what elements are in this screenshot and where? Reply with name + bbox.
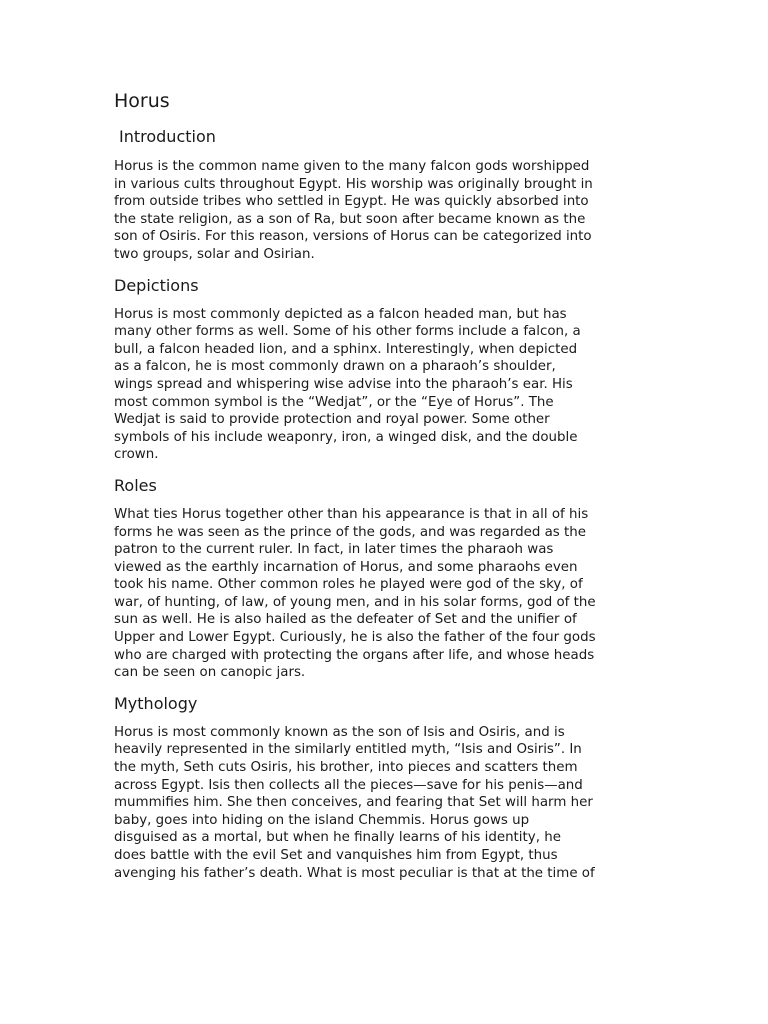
heading-roles: Roles — [114, 475, 157, 495]
paragraph-introduction: Horus is the common name given to the many falcon gods worshipped in various cults throughout Egypt. His worship was originally brought in from outside tribes who settled in Egypt. He was quickly absorbed into the state religion, as a son of Ra, but soon after became known as the son of Osiris. For this reason, versions of Horus can be categorized into two groups, solar and Osirian. — [114, 159, 593, 262]
document-title: Horus — [114, 90, 170, 112]
document-page — [114, 88, 662, 893]
heading-introduction: Introduction — [119, 127, 216, 146]
paragraph-depictions: Horus is most commonly depicted as a falcon headed man, but has many other forms as well. Some of his other forms include a falcon, a bull, a falcon headed lion, and a sphinx. Interestingly, when depicted as a falcon, he is most commonly drawn on a pharaoh’s shoulder, wings spread and whispering wise advise into the pharaoh’s ear. His most common symbol is the “Wedjat”, or the “Eye of Horus”. The Wedjat is said to provide protection and royal power. Some other symbols of his include weaponry, iron, a winged disk, and the double crown. — [114, 306, 581, 463]
heading-mythology: Mythology — [114, 693, 198, 713]
paragraph-mythology: Horus is most commonly known as the son of Isis and Osiris, and is heavily represented in the similarly entitled myth, “Isis and Osiris”. In the myth, Seth cuts Osiris, his brother, into pieces and scatters them across Egypt. Isis then collects all the pieces—save for his penis—and mummifies him. She then conceives, and fearing that Set will harm her baby, goes into hiding on the island Chemmis. Horus gows up disguised as a mortal, but when he finally learns of his identity, he does battle with the evil Set and vanquishes him from Egypt, thus avenging his father’s death. What is most peculiar is that at the time of — [114, 724, 595, 881]
heading-depictions: Depictions — [114, 275, 199, 295]
paragraph-roles: What ties Horus together other than his appearance is that in all of his forms he was seen as the prince of the gods, and was regarded as the patron to the current ruler. In fact, in later times the pharaoh was viewed as the earthly incarnation of Horus, and some pharaohs even took his name. Other common roles he played were god of the sky, of war, of hunting, of law, of young men, and in his solar forms, god of the sun as well. He is also hailed as the defeater of Set and the unifier of Upper and Lower Egypt. Curiously, he is also the father of the four gods who are charged with protecting the organs after life, and whose heads can be seen on canopic jars. — [114, 506, 596, 681]
